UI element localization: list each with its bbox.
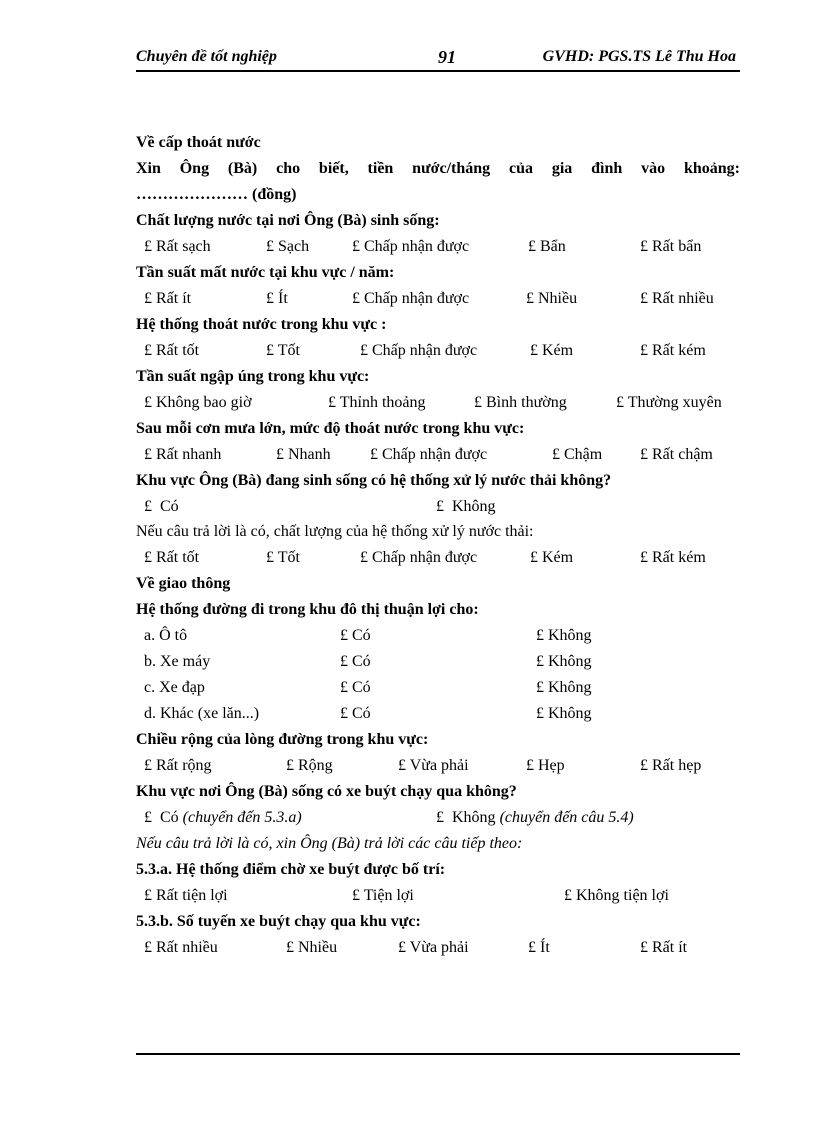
option[interactable]: £ Ít xyxy=(266,290,288,307)
option[interactable]: £ Rộng xyxy=(286,757,333,774)
checkbox-icon[interactable]: £ xyxy=(144,290,152,307)
checkbox-icon[interactable]: £ xyxy=(640,939,648,956)
option[interactable]: £ Không xyxy=(536,679,592,696)
checkbox-icon[interactable]: £ xyxy=(530,549,538,566)
option[interactable]: £ Vừa phải xyxy=(398,757,469,774)
checkbox-icon[interactable]: £ xyxy=(530,342,538,359)
option[interactable]: £ Rất nhanh xyxy=(144,446,222,463)
option[interactable]: £ Có (chuyển đến 5.3.a) xyxy=(144,809,302,826)
option[interactable]: £ Chấp nhận được xyxy=(352,290,470,307)
option[interactable]: £ Chấp nhận được xyxy=(360,342,478,359)
checkbox-icon[interactable]: £ xyxy=(340,653,348,670)
option[interactable]: £ Có xyxy=(340,705,371,722)
option[interactable]: £ Nhanh xyxy=(276,446,331,463)
option[interactable]: £ Rất nhiều xyxy=(640,290,714,307)
row-label: a. Ô tô xyxy=(144,627,188,644)
page-header xyxy=(136,46,740,72)
checkbox-icon[interactable]: £ xyxy=(266,342,274,359)
option[interactable]: £ Rất bẩn xyxy=(640,238,702,255)
checkbox-icon[interactable]: £ xyxy=(526,757,534,774)
checkbox-icon[interactable]: £ xyxy=(360,549,368,566)
checkbox-icon[interactable]: £ xyxy=(266,238,274,255)
option[interactable]: £ Rất ít xyxy=(640,939,688,956)
row-label: b. Xe máy xyxy=(144,653,211,670)
checkbox-icon[interactable]: £ xyxy=(352,290,360,307)
options-water-quality xyxy=(136,237,740,257)
checkbox-icon[interactable]: £ xyxy=(144,498,152,515)
options-water-outage xyxy=(136,289,740,309)
checkbox-icon[interactable]: £ xyxy=(144,238,152,255)
question-wastewater-quality: Nếu câu trả lời là có, chất lượng của hệ thống xử lý nước thải: xyxy=(136,523,534,540)
page-number: 91 xyxy=(438,47,456,67)
option[interactable]: £ Rất tốt xyxy=(144,342,200,359)
checkbox-icon[interactable]: £ xyxy=(276,446,284,463)
options-bus-routes xyxy=(136,938,740,958)
checkbox-icon[interactable]: £ xyxy=(640,757,648,774)
option[interactable]: £ Rất hẹp xyxy=(640,757,702,774)
options-wastewater-quality xyxy=(136,548,740,568)
option[interactable]: £ Ít xyxy=(528,939,550,956)
checkbox-icon[interactable]: £ xyxy=(536,653,544,670)
header-supervisor: GVHD: PGS.TS Lê Thu Hoa xyxy=(542,48,736,65)
question-road-width: Chiều rộng của lòng đường trong khu vực: xyxy=(136,731,429,748)
checkbox-icon[interactable]: £ xyxy=(370,446,378,463)
checkbox-icon[interactable]: £ xyxy=(352,887,360,904)
option[interactable]: £ Bình thường xyxy=(474,394,567,411)
option[interactable]: £ Chấp nhận được xyxy=(360,549,478,566)
option[interactable]: £ Không tiện lợi xyxy=(564,887,669,904)
table-row xyxy=(136,626,740,646)
checkbox-icon[interactable]: £ xyxy=(144,939,152,956)
option[interactable]: £ Có xyxy=(144,498,179,515)
checkbox-icon[interactable]: £ xyxy=(528,238,536,255)
checkbox-icon[interactable]: £ xyxy=(536,705,544,722)
options-flooding xyxy=(136,393,740,413)
checkbox-icon[interactable]: £ xyxy=(398,939,406,956)
checkbox-icon[interactable]: £ xyxy=(436,498,444,515)
options-rain-drainage xyxy=(136,445,740,465)
question-bus-routes: 5.3.b. Số tuyến xe buýt chạy qua khu vực: xyxy=(136,913,421,930)
option[interactable]: £ Vừa phải xyxy=(398,939,469,956)
checkbox-icon[interactable]: £ xyxy=(266,549,274,566)
table-row xyxy=(136,678,740,698)
checkbox-icon[interactable]: £ xyxy=(564,887,572,904)
checkbox-icon[interactable]: £ xyxy=(526,290,534,307)
option[interactable]: £ Không (chuyển đến câu 5.4) xyxy=(436,809,634,826)
option[interactable]: £ Kém xyxy=(530,342,574,359)
option[interactable]: £ Sạch xyxy=(266,238,310,255)
question-rain-drainage: Sau mỗi cơn mưa lớn, mức độ thoát nước trong khu vực: xyxy=(136,420,525,437)
table-row xyxy=(136,652,740,672)
option[interactable]: £ Bẩn xyxy=(528,238,566,255)
checkbox-icon[interactable]: £ xyxy=(360,342,368,359)
option[interactable]: £ Có xyxy=(340,627,371,644)
header-title: Chuyên đề tốt nghiệp xyxy=(136,48,277,65)
row-label: d. Khác (xe lăn...) xyxy=(144,705,260,722)
checkbox-icon[interactable]: £ xyxy=(286,757,294,774)
table-row xyxy=(136,704,740,724)
options-wastewater xyxy=(136,497,740,517)
checkbox-icon[interactable]: £ xyxy=(552,446,560,463)
option[interactable]: £ Không bao giờ xyxy=(144,394,252,411)
checkbox-icon[interactable]: £ xyxy=(144,342,152,359)
question-wastewater: Khu vực Ông (Bà) đang sinh sống có hệ thống xử lý nước thải không? xyxy=(136,472,612,489)
option[interactable]: £ Chấp nhận được xyxy=(370,446,488,463)
option[interactable]: £ Nhiều xyxy=(526,290,578,307)
option[interactable]: £ Chậm xyxy=(552,446,603,463)
row-label: c. Xe đạp xyxy=(144,679,205,696)
checkbox-icon[interactable]: £ xyxy=(286,939,294,956)
checkbox-icon[interactable]: £ xyxy=(536,627,544,644)
checkbox-icon[interactable]: £ xyxy=(640,446,648,463)
option[interactable]: £ Không xyxy=(536,627,592,644)
checkbox-icon[interactable]: £ xyxy=(144,757,152,774)
question-drainage: Hệ thống thoát nước trong khu vực : xyxy=(136,316,387,333)
checkbox-icon[interactable]: £ xyxy=(144,549,152,566)
checkbox-icon[interactable]: £ xyxy=(528,939,536,956)
checkbox-icon[interactable]: £ xyxy=(536,679,544,696)
checkbox-icon[interactable]: £ xyxy=(616,394,624,411)
footer-rule xyxy=(136,1053,740,1055)
checkbox-icon[interactable]: £ xyxy=(144,394,152,411)
water-price-blank: ………………… (đồng) xyxy=(136,186,297,203)
option[interactable]: £ Không xyxy=(536,705,592,722)
question-bus: Khu vực nơi Ông (Bà) sống có xe buýt chạy qua không? xyxy=(136,783,517,800)
question-bus-stops: 5.3.a. Hệ thống điểm chờ xe buýt được bố trí: xyxy=(136,861,446,878)
option[interactable]: £ Rất rộng xyxy=(144,757,212,774)
options-road-width xyxy=(136,756,740,776)
option[interactable]: £ Không xyxy=(536,653,592,670)
question-water-outage: Tần suất mất nước tại khu vực / năm: xyxy=(136,264,395,281)
option[interactable]: £ Có xyxy=(340,653,371,670)
option[interactable]: £ Chấp nhận được xyxy=(352,238,470,255)
options-drainage xyxy=(136,341,740,361)
question-roads: Hệ thống đường đi trong khu đô thị thuận lợi cho: xyxy=(136,601,479,618)
option[interactable]: £ Kém xyxy=(530,549,574,566)
checkbox-icon[interactable]: £ xyxy=(340,705,348,722)
checkbox-icon[interactable]: £ xyxy=(640,290,648,307)
section-traffic: Về giao thông xyxy=(136,575,231,592)
checkbox-icon[interactable]: £ xyxy=(266,290,274,307)
question-water-quality: Chất lượng nước tại nơi Ông (Bà) sinh sống: xyxy=(136,212,440,229)
bus-instruction: Nếu câu trả lời là có, xin Ông (Bà) trả lời các câu tiếp theo: xyxy=(136,835,523,852)
checkbox-icon[interactable]: £ xyxy=(640,549,648,566)
checkbox-icon[interactable]: £ xyxy=(144,446,152,463)
option[interactable]: £ Rất tốt xyxy=(144,549,200,566)
question-flooding: Tần suất ngập úng trong khu vực: xyxy=(136,368,370,385)
option[interactable]: £ Rất ít xyxy=(144,290,192,307)
checkbox-icon[interactable]: £ xyxy=(328,394,336,411)
option[interactable]: £ Hẹp xyxy=(526,757,565,774)
option[interactable]: £ Không xyxy=(436,498,496,515)
checkbox-icon[interactable]: £ xyxy=(436,809,444,826)
section-water: Về cấp thoát nước xyxy=(136,134,261,151)
options-bus xyxy=(136,808,740,828)
option[interactable]: £ Có xyxy=(340,679,371,696)
option[interactable]: £ Rất sạch xyxy=(144,238,211,255)
checkbox-icon[interactable]: £ xyxy=(352,238,360,255)
option[interactable]: £ Thỉnh thoảng xyxy=(328,394,426,411)
option[interactable]: £ Tốt xyxy=(266,549,300,566)
checkbox-icon[interactable]: £ xyxy=(340,679,348,696)
option[interactable]: £ Thường xuyên xyxy=(616,394,722,411)
option[interactable]: £ Tốt xyxy=(266,342,300,359)
checkbox-icon[interactable]: £ xyxy=(144,887,152,904)
options-bus-stops xyxy=(136,886,740,906)
checkbox-icon[interactable]: £ xyxy=(640,342,648,359)
option[interactable]: £ Nhiều xyxy=(286,939,338,956)
question-water-price: Xin Ông (Bà) cho biết, tiền nước/tháng của gia đình vào khoảng: xyxy=(136,160,740,177)
option[interactable]: £ Rất kém xyxy=(640,342,706,359)
option[interactable]: £ Rất tiện lợi xyxy=(144,887,228,904)
checkbox-icon[interactable]: £ xyxy=(398,757,406,774)
option[interactable]: £ Rất kém xyxy=(640,549,706,566)
checkbox-icon[interactable]: £ xyxy=(340,627,348,644)
option[interactable]: £ Rất nhiều xyxy=(144,939,218,956)
option[interactable]: £ Rất chậm xyxy=(640,446,713,463)
checkbox-icon[interactable]: £ xyxy=(144,809,152,826)
checkbox-icon[interactable]: £ xyxy=(640,238,648,255)
option[interactable]: £ Tiện lợi xyxy=(352,887,414,904)
checkbox-icon[interactable]: £ xyxy=(474,394,482,411)
